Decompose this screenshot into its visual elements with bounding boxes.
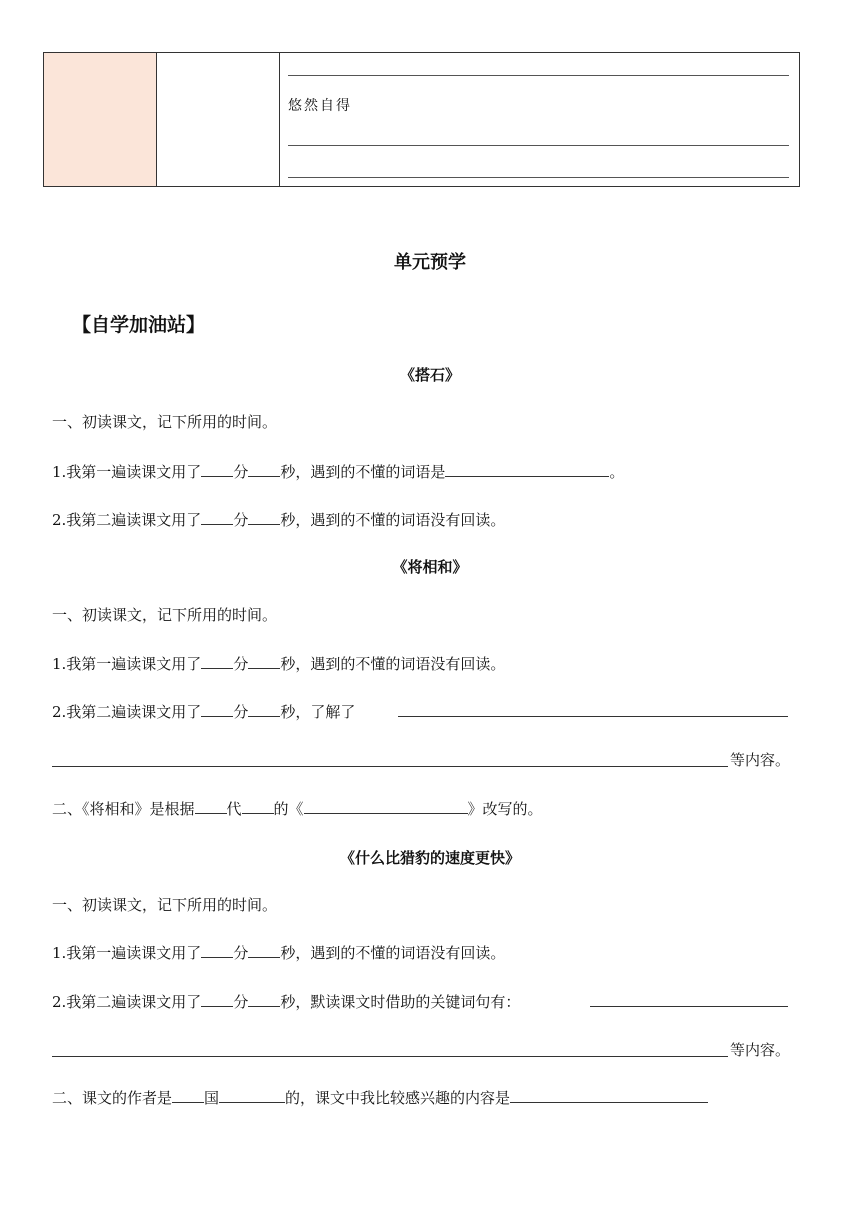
answer-line: 1.我第一遍读课文用了 分 秒，遇到的不懂的词语没有回读。 [52,655,506,673]
minutes-blank[interactable] [201,992,233,1007]
table-empty-cell [157,53,280,186]
answer-line: 2.我第二遍读课文用了 分 秒，遇到的不懂的词语没有回读。 [52,511,506,529]
writing-line[interactable] [288,177,789,178]
seconds-blank[interactable] [248,510,280,525]
lesson-title: 《什么比猎豹的速度更快》 [339,849,520,867]
seconds-blank[interactable] [248,702,280,717]
idiom-text: 悠然自得 [288,98,352,114]
interest-blank[interactable] [510,1088,708,1103]
top-table [43,52,800,187]
section-header: 【自学加油站】 [72,314,206,336]
question-line: 一、初读课文，记下所用的时间。 [52,413,278,431]
lesson-title: 《将相和》 [392,558,468,576]
author-blank[interactable] [219,1088,285,1103]
line-end-text: 等内容。 [730,1041,791,1059]
minutes-blank[interactable] [201,943,233,958]
dynasty-blank[interactable] [195,799,227,814]
content-blank[interactable] [52,766,728,767]
keywords-blank[interactable] [52,1056,728,1057]
question-line: 一、初读课文，记下所用的时间。 [52,896,278,914]
book-blank[interactable] [304,799,468,814]
answer-line: 二、课文的作者是 国 的，课文中我比较感兴趣的内容是 [52,1087,708,1108]
unit-title: 单元预学 [394,252,466,273]
answer-line: 1.我第一遍读课文用了 分 秒，遇到的不懂的词语是 。 [52,463,625,481]
answer-line: 2.我第二遍读课文用了 分 秒，了解了 [52,703,356,721]
answer-line: 2.我第二遍读课文用了 分 秒，默读课文时借助的关键词句有： [52,993,521,1011]
seconds-blank[interactable] [248,462,280,477]
writing-line[interactable] [288,75,789,76]
answer-line: 1.我第一遍读课文用了 分 秒，遇到的不懂的词语没有回读。 [52,944,506,962]
author-blank[interactable] [242,799,274,814]
minutes-blank[interactable] [201,462,233,477]
line-end-text: 等内容。 [730,751,791,769]
question-line: 一、初读课文，记下所用的时间。 [52,606,278,624]
answer-line: 二、《将相和》是根据 代 的《 》改写的。 [52,800,543,818]
lesson-title: 《搭石》 [399,366,460,384]
seconds-blank[interactable] [248,654,280,669]
minutes-blank[interactable] [201,510,233,525]
writing-line[interactable] [288,145,789,146]
country-blank[interactable] [172,1088,204,1103]
seconds-blank[interactable] [248,992,280,1007]
table-shaded-cell [44,53,157,186]
keywords-blank[interactable] [590,1006,788,1007]
content-blank[interactable] [398,716,788,717]
seconds-blank[interactable] [248,943,280,958]
words-blank[interactable] [445,462,609,477]
table-writing-cell [280,53,799,186]
minutes-blank[interactable] [201,654,233,669]
minutes-blank[interactable] [201,702,233,717]
